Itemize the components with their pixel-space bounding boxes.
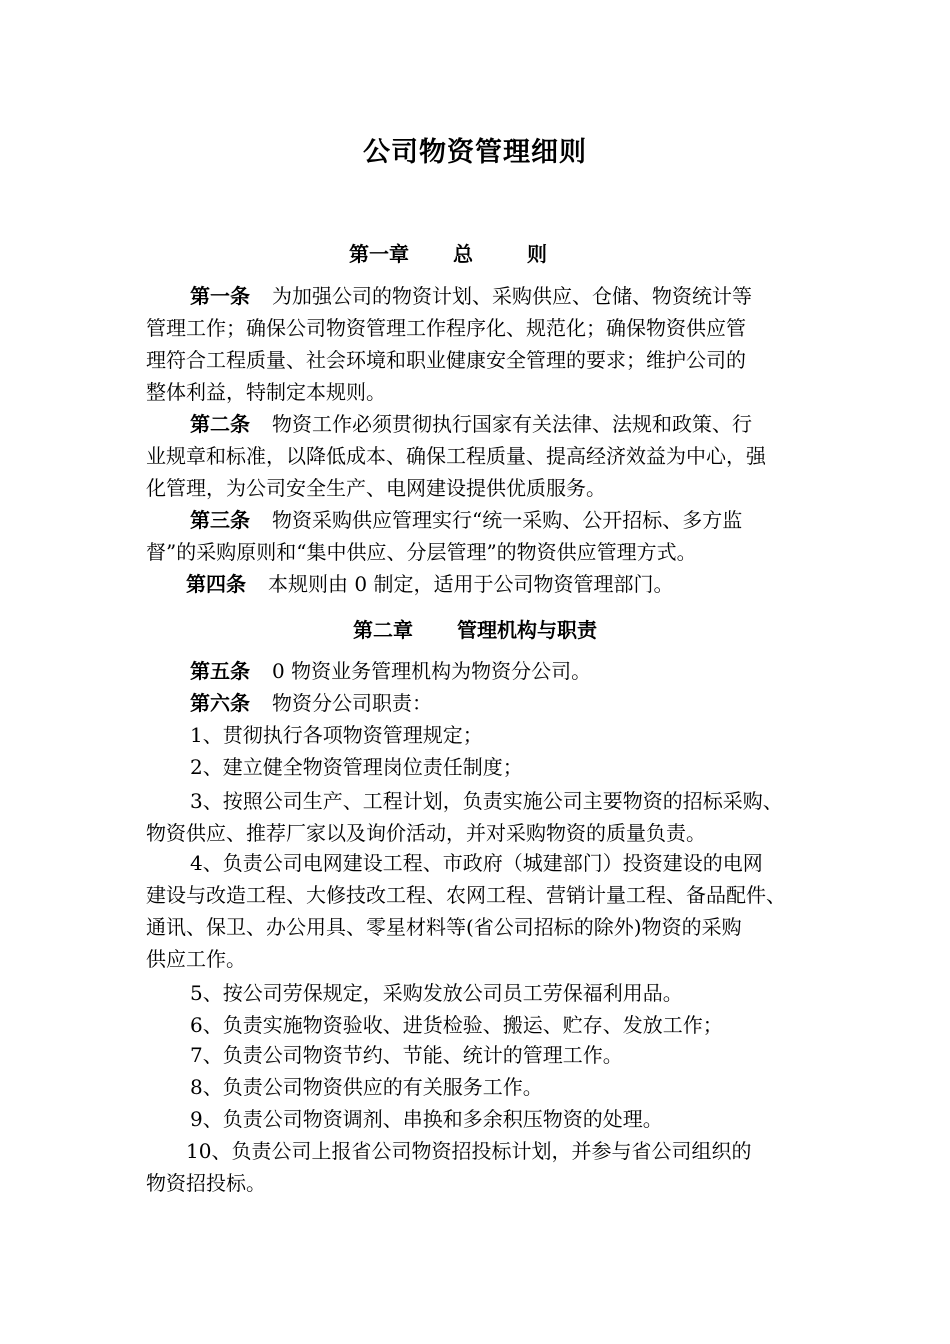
- article-4-line-1: [186, 569, 673, 599]
- article-3-label: 第三条: [190, 508, 250, 532]
- article-3-text-1: 物资采购供应管理实行“统一采购、公开招标、多方监: [272, 508, 743, 532]
- chapter-1-name: 总则: [453, 242, 601, 266]
- chapter-1-number: 第一章: [349, 242, 409, 266]
- article-5-label: 第五条: [190, 659, 250, 683]
- document-title: 公司物资管理细则: [363, 137, 587, 168]
- article-1-text-1: 为加强公司的物资计划、采购供应、仓储、物资统计等: [272, 284, 752, 308]
- article-2-line-2: 业规章和标准，以降低成本、确保工程质量、提高经济效益为中心，强: [146, 444, 766, 468]
- duty-item-8: 8、负责公司物资供应的有关服务工作。: [190, 1075, 543, 1099]
- duty-item-7: 7、负责公司物资节约、节能、统计的管理工作。: [190, 1043, 623, 1067]
- article-3-line-1: [190, 505, 742, 535]
- chapter-2-heading: [0, 614, 950, 643]
- article-6-text-1: 物资分公司职责：: [272, 691, 432, 715]
- chapter-2-number: 第二章: [353, 618, 413, 642]
- chapter-1-heading: [0, 238, 950, 267]
- article-3-line-2: 督”的采购原则和“集中供应、分层管理”的物资供应管理方式。: [146, 540, 697, 564]
- article-6-line-1: [190, 688, 432, 718]
- article-6-label: 第六条: [190, 691, 250, 715]
- duty-item-10-line-1: 10、负责公司上报省公司物资招投标计划，并参与省公司组织的: [186, 1139, 752, 1163]
- article-1-line-2: 管理工作；确保公司物资管理工作程序化、规范化；确保物资供应管: [146, 316, 746, 340]
- article-1-label: 第一条: [190, 284, 250, 308]
- article-5-text-1: 0 物资业务管理机构为物资分公司。: [272, 659, 592, 683]
- article-2-text-1: 物资工作必须贯彻执行国家有关法律、法规和政策、行: [272, 412, 752, 436]
- duty-item-9: 9、负责公司物资调剂、串换和多余积压物资的处理。: [190, 1107, 663, 1131]
- duty-item-2: 2、建立健全物资管理岗位责任制度；: [190, 755, 523, 779]
- duty-item-4-line-4: 供应工作。: [146, 947, 246, 971]
- duty-item-1: 1、贯彻执行各项物资管理规定；: [190, 723, 483, 747]
- article-1-line-1: [190, 281, 752, 311]
- duty-item-4-line-1: 4、负责公司电网建设工程、市政府（城建部门）投资建设的电网: [190, 851, 763, 875]
- chapter-2-name: 管理机构与职责: [457, 618, 597, 642]
- article-2-line-1: [190, 409, 752, 439]
- duty-item-10-line-2: 物资招投标。: [146, 1171, 266, 1195]
- article-4-text-1: 本规则由 0 制定，适用于公司物资管理部门。: [268, 572, 674, 596]
- duty-item-6: 6、负责实施物资验收、进货检验、搬运、贮存、发放工作；: [190, 1013, 723, 1037]
- duty-item-5: 5、按公司劳保规定，采购发放公司员工劳保福利用品。: [190, 981, 683, 1005]
- duty-item-3-line-1: 3、按照公司生产、工程计划，负责实施公司主要物资的招标采购、: [190, 789, 783, 813]
- article-5-line-1: [190, 656, 591, 686]
- article-1-line-4: 整体利益，特制定本规则。: [146, 380, 386, 404]
- duty-item-4-line-2: 建设与改造工程、大修技改工程、农网工程、营销计量工程、备品配件、: [146, 883, 786, 907]
- duty-item-4-line-3: 通讯、保卫、办公用具、零星材料等(省公司招标的除外)物资的采购: [146, 915, 742, 939]
- duty-item-3-line-2: 物资供应、推荐厂家以及询价活动，并对采购物资的质量负责。: [146, 821, 706, 845]
- article-4-label: 第四条: [186, 572, 246, 596]
- article-2-line-3: 化管理，为公司安全生产、电网建设提供优质服务。: [146, 476, 606, 500]
- article-2-label: 第二条: [190, 412, 250, 436]
- article-1-line-3: 理符合工程质量、社会环境和职业健康安全管理的要求；维护公司的: [146, 348, 746, 372]
